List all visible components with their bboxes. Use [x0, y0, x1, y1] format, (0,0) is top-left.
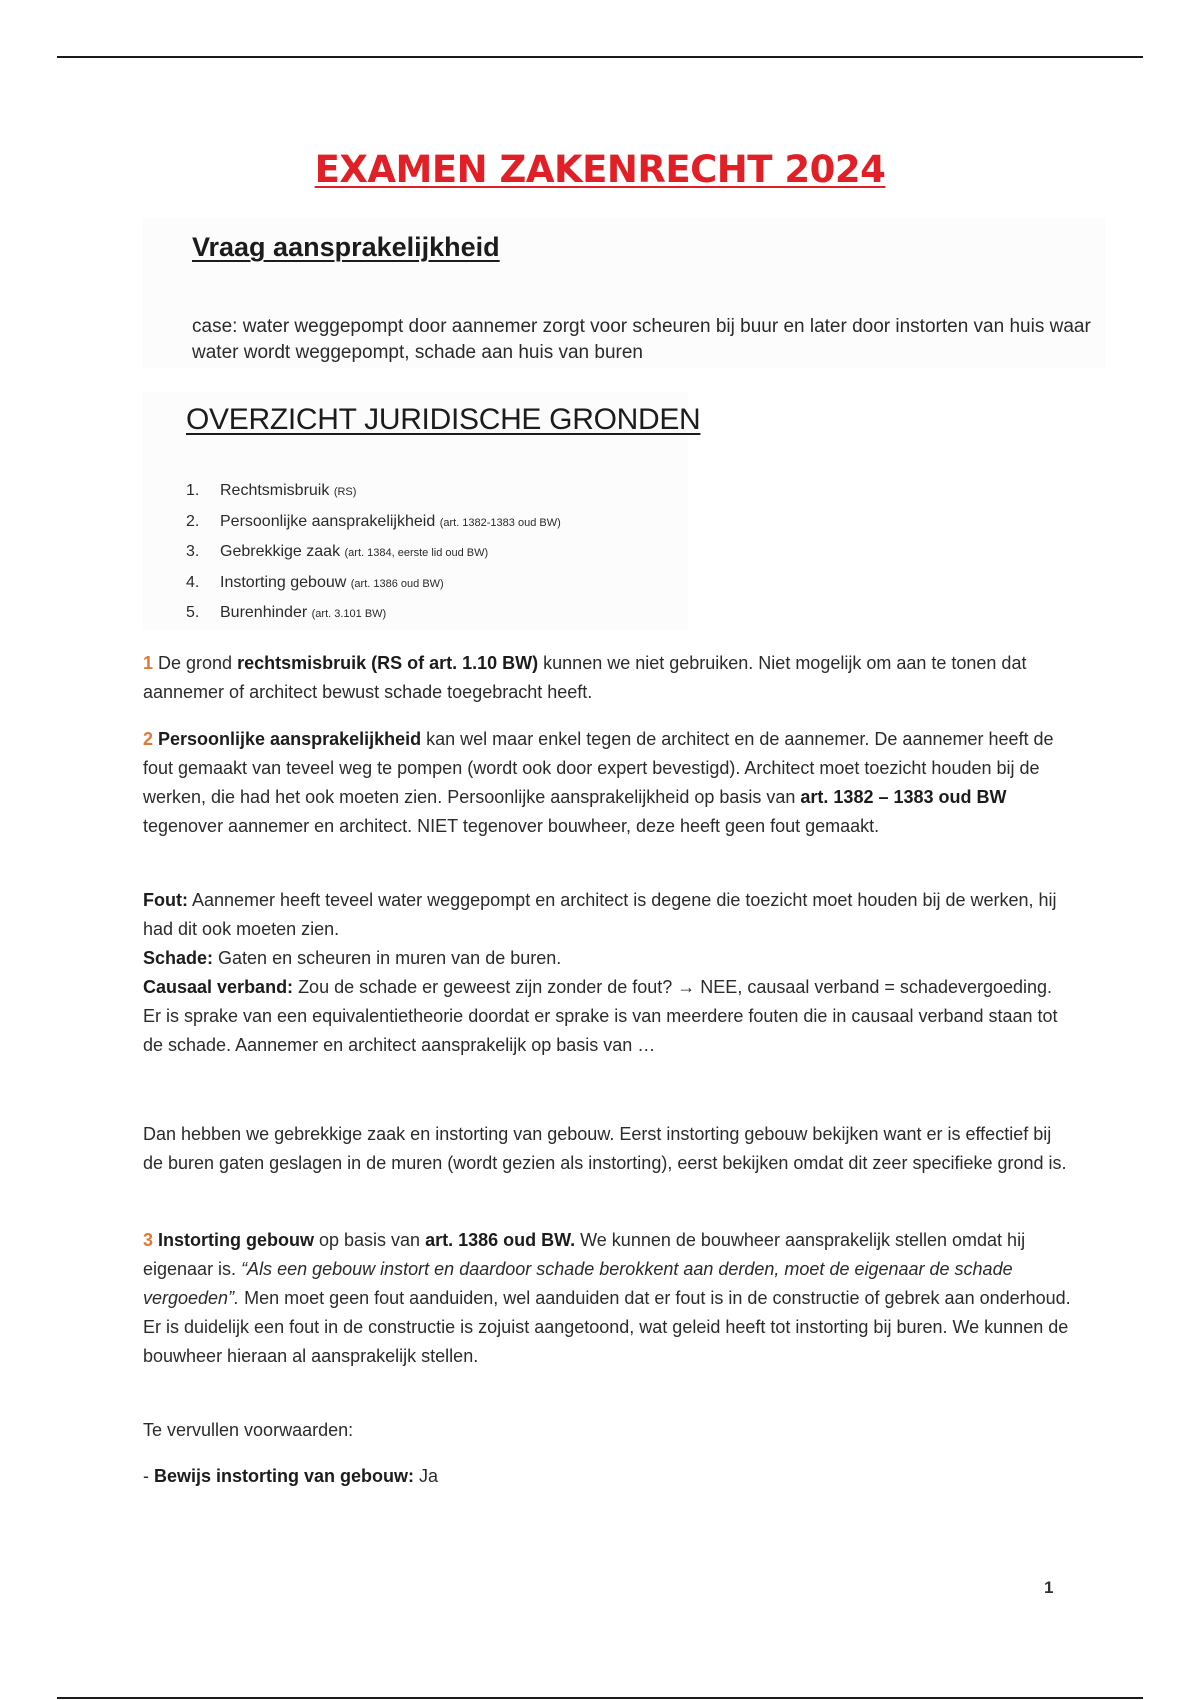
- paragraph-gebrekkige-zaak: Dan hebben we gebrekkige zaak en instorting van gebouw. Eerst instorting gebouw bekijken want er is effectief bij de buren gaten geslagen in de muren (wordt gezien als instorting), eerst bekijken omdat dit zeer specifieke grond is.: [143, 1124, 1067, 1173]
- list-item: 4. Instorting gebouw (art. 1386 oud BW): [186, 573, 444, 591]
- paragraph-fout-schade-causaal: Fout: Aannemer heeft teveel water weggepompt en architect is degene die toezicht moet houden bij de werken, hij had dit ook moeten zien. Schade: Gaten en scheuren in muren van de buren. Causaal verband: Zou de schade er geweest zijn zonder de fout? → NEE, causaal verband = schadevergoeding. Er is sprake van een equivalentietheorie doordat er sprake is van meerdere fouten die in causaal verband staan tot de schade. Aannemer en architect aansprakelijk op basis van …: [143, 890, 1058, 1055]
- paragraph-voorwaarden: Te vervullen voorwaarden:: [143, 1420, 354, 1440]
- list-item: 2. Persoonlijke aansprakelijkheid (art. 1382-1383 oud BW): [186, 512, 561, 530]
- grounds-list: [186, 476, 561, 629]
- list-item: 1. Rechtsmisbruik (RS): [186, 482, 357, 499]
- paragraph-rechtsmisbruik: 1 De grond rechtsmisbruik (RS of art. 1.10 BW) kunnen we niet gebruiken. Niet mogelijk om aan te tonen dat aannemer of architect bewust schade toegebracht heeft.: [143, 653, 1027, 702]
- page-title: EXAMEN ZAKENRECHT 2024: [314, 148, 886, 191]
- case-description: case: water weggepompt door aannemer zorgt voor scheuren bij buur en later door instorten van huis waar water wordt weggepompt, schade aan huis van buren: [192, 316, 1091, 363]
- bottom-rule: [57, 1697, 1143, 1699]
- page-number: 1: [1044, 1578, 1054, 1597]
- list-item: 5. Burenhinder (art. 3.101 BW): [186, 604, 387, 621]
- paragraph-instorting-gebouw: 3 Instorting gebouw op basis van art. 1386 oud BW. We kunnen de bouwheer aansprakelijk stellen omdat hij eigenaar is. “Als een gebouw instort en daardoor schade berokkent aan derden, moet de eigenaar de schade vergoeden”. Men moet geen fout aanduiden, wel aanduiden dat er fout is in de constructie of gebrek aan onderhoud. Er is duidelijk een fout in de constructie is zojuist aangetoond, wat geleid heeft tot instorting bij buren. We kunnen de bouwheer hieraan al aansprakelijk stellen.: [143, 1230, 1071, 1366]
- question-heading: Vraag aansprakelijkheid: [192, 232, 500, 262]
- list-item: 3. Gebrekkige zaak (art. 1384, eerste lid oud BW): [186, 543, 489, 560]
- top-rule: [57, 56, 1143, 58]
- paragraph-persoonlijke-aansprakelijkheid: 2 Persoonlijke aansprakelijkheid kan wel maar enkel tegen de architect en de aannemer. De aannemer heeft de fout gemaakt van teveel weg te pompen (wordt ook door expert bevestigd). Architect moet toezicht houden bij de werken, die had het ook moeten zien. Persoonlijke aansprakelijkheid op basis van art. 1382 – 1383 oud BW tegenover aannemer en architect. NIET tegenover bouwheer, deze heeft geen fout gemaakt.: [143, 729, 1054, 836]
- overview-heading: OVERZICHT JURIDISCHE GRONDEN: [186, 403, 701, 436]
- paragraph-bewijs-instorting: - Bewijs instorting van gebouw: Ja: [143, 1466, 439, 1486]
